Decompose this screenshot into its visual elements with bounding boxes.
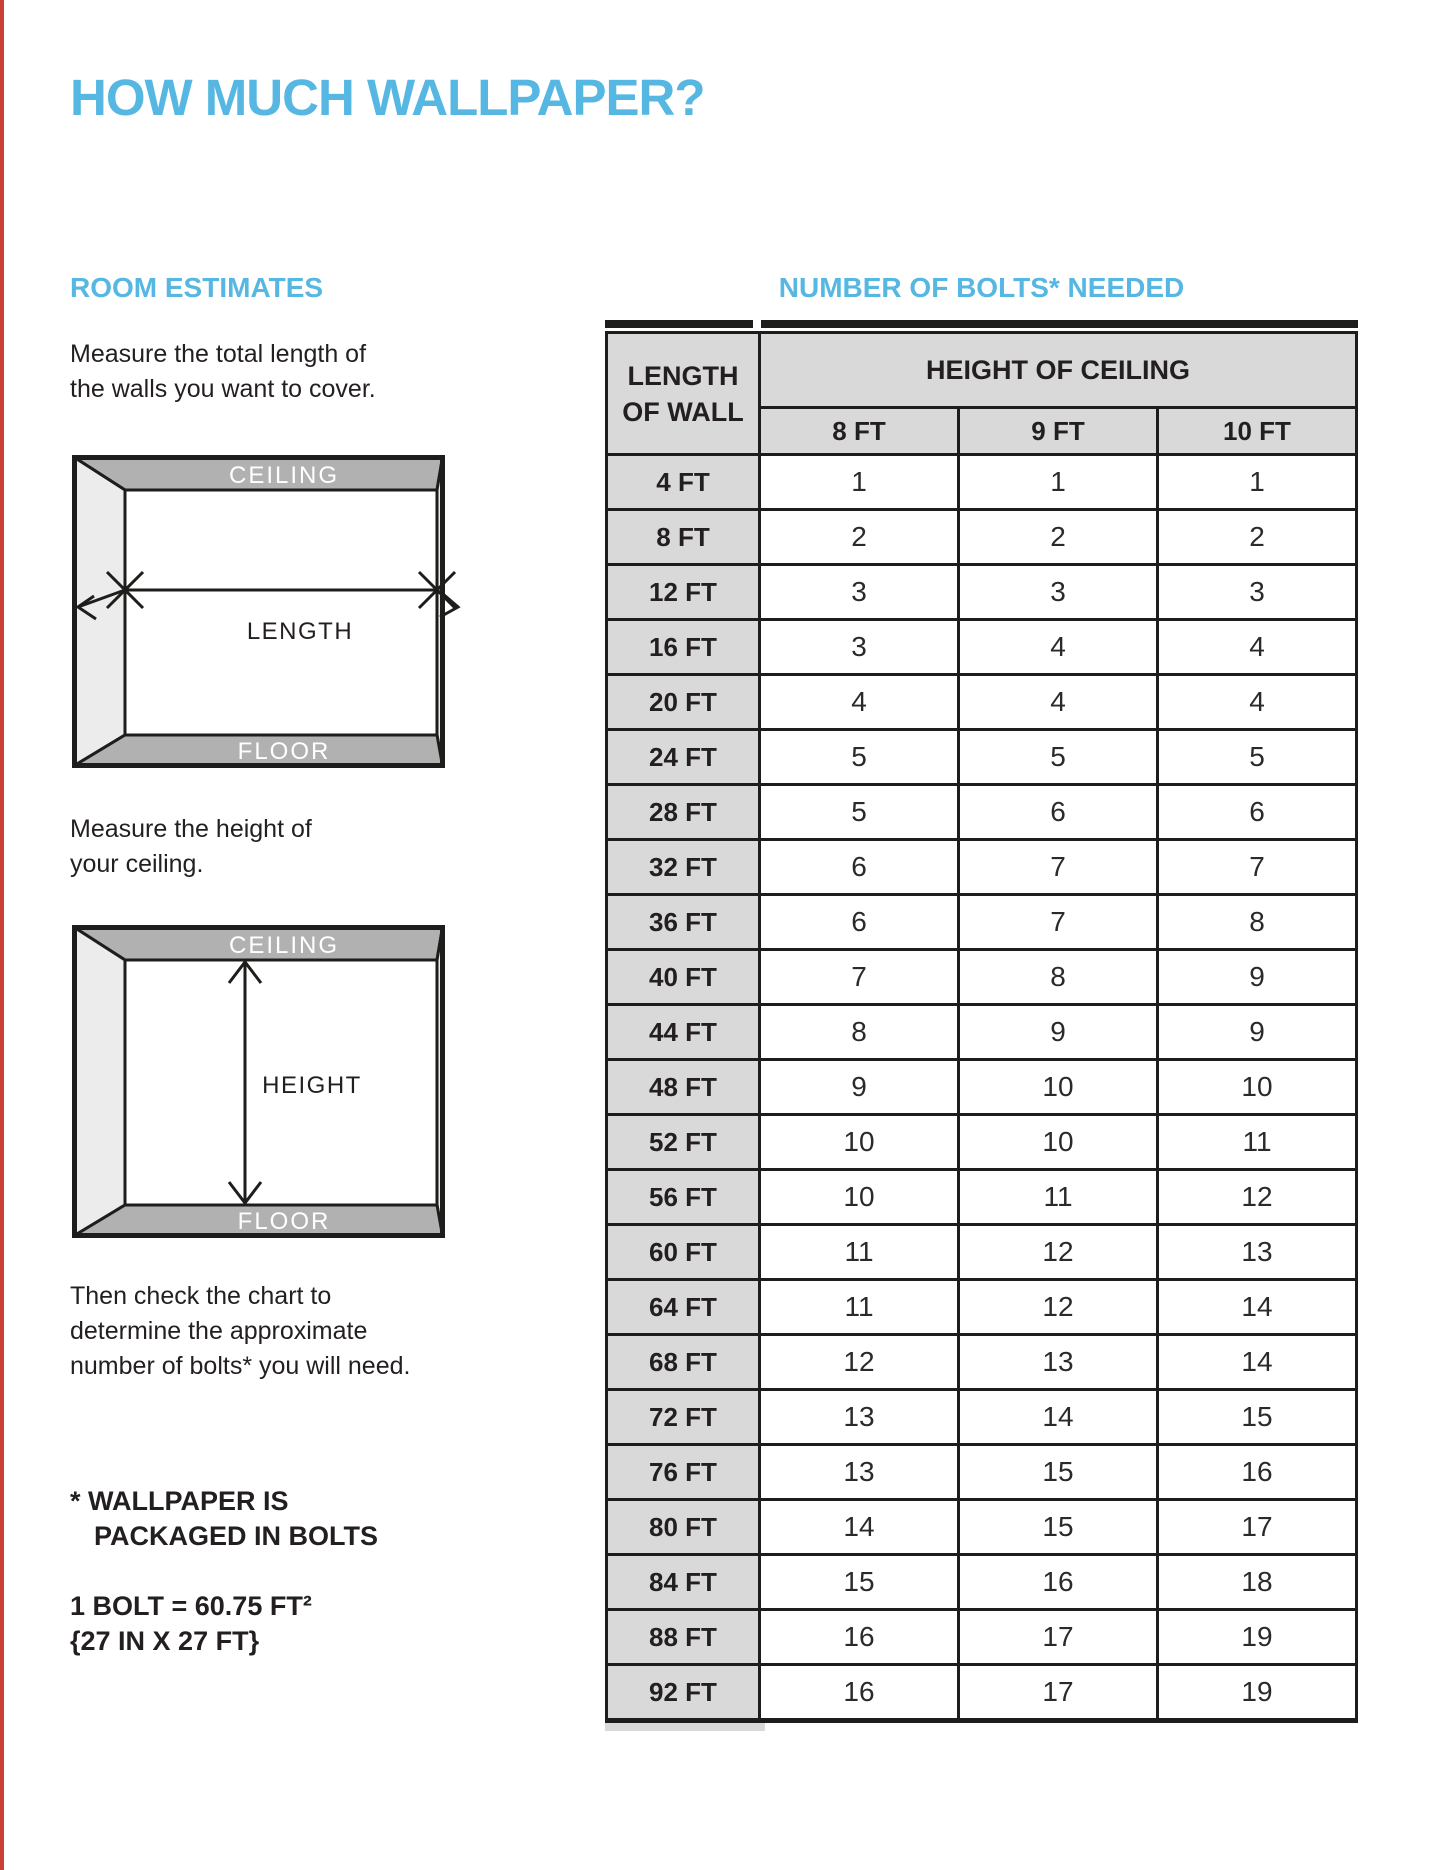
bolt-count-cell: 12 bbox=[760, 1335, 959, 1390]
row-length-label: 52 FT bbox=[607, 1115, 760, 1170]
floor-label: FLOOR bbox=[237, 738, 331, 765]
bolt-count-cell: 15 bbox=[959, 1445, 1158, 1500]
height-dimension-label: HEIGHT bbox=[262, 1072, 362, 1099]
column-header-10ft: 10 FT bbox=[1158, 408, 1357, 455]
header-line: LENGTH bbox=[627, 360, 739, 391]
column-header-9ft: 9 FT bbox=[959, 408, 1158, 455]
row-length-label: 36 FT bbox=[607, 895, 760, 950]
table-row bbox=[607, 565, 1357, 620]
bolt-count-cell: 1 bbox=[1158, 455, 1357, 510]
table-row bbox=[607, 620, 1357, 675]
bolt-count-cell: 16 bbox=[760, 1610, 959, 1665]
text-line: your ceiling. bbox=[70, 850, 204, 878]
bolt-count-cell: 7 bbox=[959, 840, 1158, 895]
row-length-label: 64 FT bbox=[607, 1280, 760, 1335]
text-line: Measure the height of bbox=[70, 815, 312, 843]
left-wall-surface bbox=[75, 928, 126, 1236]
table-row bbox=[607, 840, 1357, 895]
bolt-count-cell: 5 bbox=[760, 730, 959, 785]
room-estimates-heading: ROOM ESTIMATES bbox=[70, 272, 324, 303]
bolt-info-line: 1 BOLT = 60.75 FT² bbox=[70, 1591, 312, 1621]
bolts-table-body bbox=[607, 455, 1357, 1721]
table-bottom-grey-tab bbox=[605, 1723, 765, 1731]
bolt-count-cell: 10 bbox=[760, 1170, 959, 1225]
top-bar-segment bbox=[605, 320, 753, 328]
row-length-label: 88 FT bbox=[607, 1610, 760, 1665]
room-height-diagram bbox=[72, 925, 445, 1238]
top-bar-segment bbox=[761, 320, 1358, 328]
table-row bbox=[607, 1665, 1357, 1721]
column-header-8ft: 8 FT bbox=[760, 408, 959, 455]
bolt-count-cell: 11 bbox=[1158, 1115, 1357, 1170]
row-length-label: 48 FT bbox=[607, 1060, 760, 1115]
table-row bbox=[607, 1390, 1357, 1445]
bolt-count-cell: 15 bbox=[959, 1500, 1158, 1555]
table-row bbox=[607, 1335, 1357, 1390]
bolt-count-cell: 15 bbox=[1158, 1390, 1357, 1445]
footnote-line: * WALLPAPER IS bbox=[70, 1486, 289, 1516]
text-line: Measure the total length of bbox=[70, 340, 367, 368]
table-row bbox=[607, 1280, 1357, 1335]
table-row bbox=[607, 1115, 1357, 1170]
table-row bbox=[607, 895, 1357, 950]
bolts-needed-heading: NUMBER OF BOLTS* NEEDED bbox=[778, 272, 1185, 303]
bolt-count-cell: 14 bbox=[760, 1500, 959, 1555]
text-line: Then check the chart to bbox=[70, 1282, 332, 1310]
table-row bbox=[607, 1445, 1357, 1500]
bolt-count-cell: 6 bbox=[760, 895, 959, 950]
row-length-label: 92 FT bbox=[607, 1665, 760, 1721]
bolt-count-cell: 15 bbox=[760, 1555, 959, 1610]
measure-length-text bbox=[70, 337, 376, 407]
bolt-count-cell: 5 bbox=[959, 730, 1158, 785]
bolt-count-cell: 3 bbox=[959, 565, 1158, 620]
bolt-count-cell: 3 bbox=[760, 620, 959, 675]
bolt-count-cell: 10 bbox=[959, 1060, 1158, 1115]
bolt-count-cell: 14 bbox=[1158, 1280, 1357, 1335]
bolt-count-cell: 11 bbox=[959, 1170, 1158, 1225]
bolt-count-cell: 3 bbox=[760, 565, 959, 620]
back-wall-surface bbox=[125, 490, 437, 735]
bolt-count-cell: 9 bbox=[1158, 950, 1357, 1005]
wallpaper-bolts-footnote bbox=[70, 1484, 378, 1554]
row-length-label: 56 FT bbox=[607, 1170, 760, 1225]
bolt-count-cell: 7 bbox=[959, 895, 1158, 950]
table-row bbox=[607, 950, 1357, 1005]
bolts-table-header bbox=[607, 333, 1357, 455]
bolt-count-cell: 12 bbox=[959, 1225, 1158, 1280]
bolt-count-cell: 10 bbox=[959, 1115, 1158, 1170]
bolt-count-cell: 12 bbox=[959, 1280, 1158, 1335]
bolt-count-cell: 14 bbox=[1158, 1335, 1357, 1390]
row-length-label: 68 FT bbox=[607, 1335, 760, 1390]
bolt-count-cell: 4 bbox=[760, 675, 959, 730]
room-length-diagram bbox=[72, 455, 462, 768]
table-row bbox=[607, 1225, 1357, 1280]
bolt-count-cell: 3 bbox=[1158, 565, 1357, 620]
bolt-count-cell: 9 bbox=[760, 1060, 959, 1115]
row-length-label: 72 FT bbox=[607, 1390, 760, 1445]
table-row bbox=[607, 730, 1357, 785]
bolt-count-cell: 13 bbox=[959, 1335, 1158, 1390]
bolt-count-cell: 19 bbox=[1158, 1610, 1357, 1665]
length-dimension-label: LENGTH bbox=[246, 618, 354, 645]
bolt-count-cell: 8 bbox=[959, 950, 1158, 1005]
bolt-count-cell: 13 bbox=[760, 1445, 959, 1500]
floor-label: FLOOR bbox=[237, 1208, 331, 1235]
bolt-count-cell: 8 bbox=[1158, 895, 1357, 950]
row-length-label: 16 FT bbox=[607, 620, 760, 675]
measure-height-text bbox=[70, 812, 312, 882]
bolt-count-cell: 11 bbox=[760, 1225, 959, 1280]
row-length-label: 8 FT bbox=[607, 510, 760, 565]
table-row bbox=[607, 455, 1357, 510]
bolt-count-cell: 10 bbox=[760, 1115, 959, 1170]
bolt-count-cell: 17 bbox=[959, 1610, 1158, 1665]
table-row bbox=[607, 785, 1357, 840]
bolt-count-cell: 4 bbox=[1158, 620, 1357, 675]
bolt-count-cell: 12 bbox=[1158, 1170, 1357, 1225]
height-of-ceiling-header: HEIGHT OF CEILING bbox=[760, 333, 1357, 408]
row-length-label: 76 FT bbox=[607, 1445, 760, 1500]
table-row bbox=[607, 1005, 1357, 1060]
bolt-count-cell: 4 bbox=[959, 620, 1158, 675]
bolt-count-cell: 2 bbox=[959, 510, 1158, 565]
bolt-count-cell: 19 bbox=[1158, 1665, 1357, 1721]
row-length-label: 80 FT bbox=[607, 1500, 760, 1555]
bolts-table-container bbox=[605, 320, 1358, 1731]
length-of-wall-header bbox=[607, 333, 760, 455]
bolt-count-cell: 16 bbox=[1158, 1445, 1357, 1500]
bolts-table bbox=[605, 331, 1358, 1723]
bolt-count-cell: 9 bbox=[1158, 1005, 1357, 1060]
bolt-count-cell: 11 bbox=[760, 1280, 959, 1335]
bolt-count-cell: 17 bbox=[1158, 1500, 1357, 1555]
table-top-bar bbox=[605, 320, 1358, 328]
bolt-count-cell: 5 bbox=[1158, 730, 1357, 785]
bolt-count-cell: 8 bbox=[760, 1005, 959, 1060]
row-length-label: 44 FT bbox=[607, 1005, 760, 1060]
bolt-count-cell: 6 bbox=[760, 840, 959, 895]
bolt-count-cell: 16 bbox=[760, 1665, 959, 1721]
bolt-info-line: {27 IN X 27 FT} bbox=[70, 1626, 260, 1656]
table-row bbox=[607, 1500, 1357, 1555]
left-edge-red-stripe bbox=[0, 0, 4, 1870]
row-length-label: 40 FT bbox=[607, 950, 760, 1005]
bolt-count-cell: 7 bbox=[760, 950, 959, 1005]
top-bar-gap bbox=[753, 320, 761, 328]
bolt-count-cell: 10 bbox=[1158, 1060, 1357, 1115]
bolt-count-cell: 16 bbox=[959, 1555, 1158, 1610]
bolt-count-cell: 18 bbox=[1158, 1555, 1357, 1610]
bolt-count-cell: 17 bbox=[959, 1665, 1158, 1721]
footnote-line: PACKAGED IN BOLTS bbox=[94, 1521, 379, 1551]
table-row bbox=[607, 1555, 1357, 1610]
text-line: number of bolts* you will need. bbox=[70, 1352, 411, 1380]
row-length-label: 12 FT bbox=[607, 565, 760, 620]
ceiling-label: CEILING bbox=[228, 932, 340, 959]
bolt-count-cell: 2 bbox=[760, 510, 959, 565]
table-row bbox=[607, 1170, 1357, 1225]
bolt-count-cell: 13 bbox=[1158, 1225, 1357, 1280]
bolt-count-cell: 6 bbox=[959, 785, 1158, 840]
text-line: determine the approximate bbox=[70, 1317, 368, 1345]
check-chart-text bbox=[70, 1279, 410, 1384]
text-line: the walls you want to cover. bbox=[70, 375, 376, 403]
row-length-label: 28 FT bbox=[607, 785, 760, 840]
bolt-count-cell: 9 bbox=[959, 1005, 1158, 1060]
row-length-label: 32 FT bbox=[607, 840, 760, 895]
bolt-count-cell: 5 bbox=[760, 785, 959, 840]
bolt-count-cell: 1 bbox=[760, 455, 959, 510]
row-length-label: 24 FT bbox=[607, 730, 760, 785]
row-length-label: 60 FT bbox=[607, 1225, 760, 1280]
bolt-count-cell: 13 bbox=[760, 1390, 959, 1445]
bolt-count-cell: 4 bbox=[959, 675, 1158, 730]
page-title: HOW MUCH WALLPAPER? bbox=[70, 69, 705, 126]
table-row bbox=[607, 675, 1357, 730]
bolt-count-cell: 6 bbox=[1158, 785, 1357, 840]
table-row bbox=[607, 510, 1357, 565]
bolt-count-cell: 1 bbox=[959, 455, 1158, 510]
bolt-count-cell: 14 bbox=[959, 1390, 1158, 1445]
row-length-label: 20 FT bbox=[607, 675, 760, 730]
bolt-count-cell: 7 bbox=[1158, 840, 1357, 895]
ceiling-label: CEILING bbox=[228, 462, 340, 489]
row-length-label: 84 FT bbox=[607, 1555, 760, 1610]
bolt-count-cell: 2 bbox=[1158, 510, 1357, 565]
row-length-label: 4 FT bbox=[607, 455, 760, 510]
bolt-size-info bbox=[70, 1589, 312, 1659]
table-row bbox=[607, 1060, 1357, 1115]
table-row bbox=[607, 1610, 1357, 1665]
header-line: OF WALL bbox=[622, 396, 744, 427]
bolt-count-cell: 4 bbox=[1158, 675, 1357, 730]
